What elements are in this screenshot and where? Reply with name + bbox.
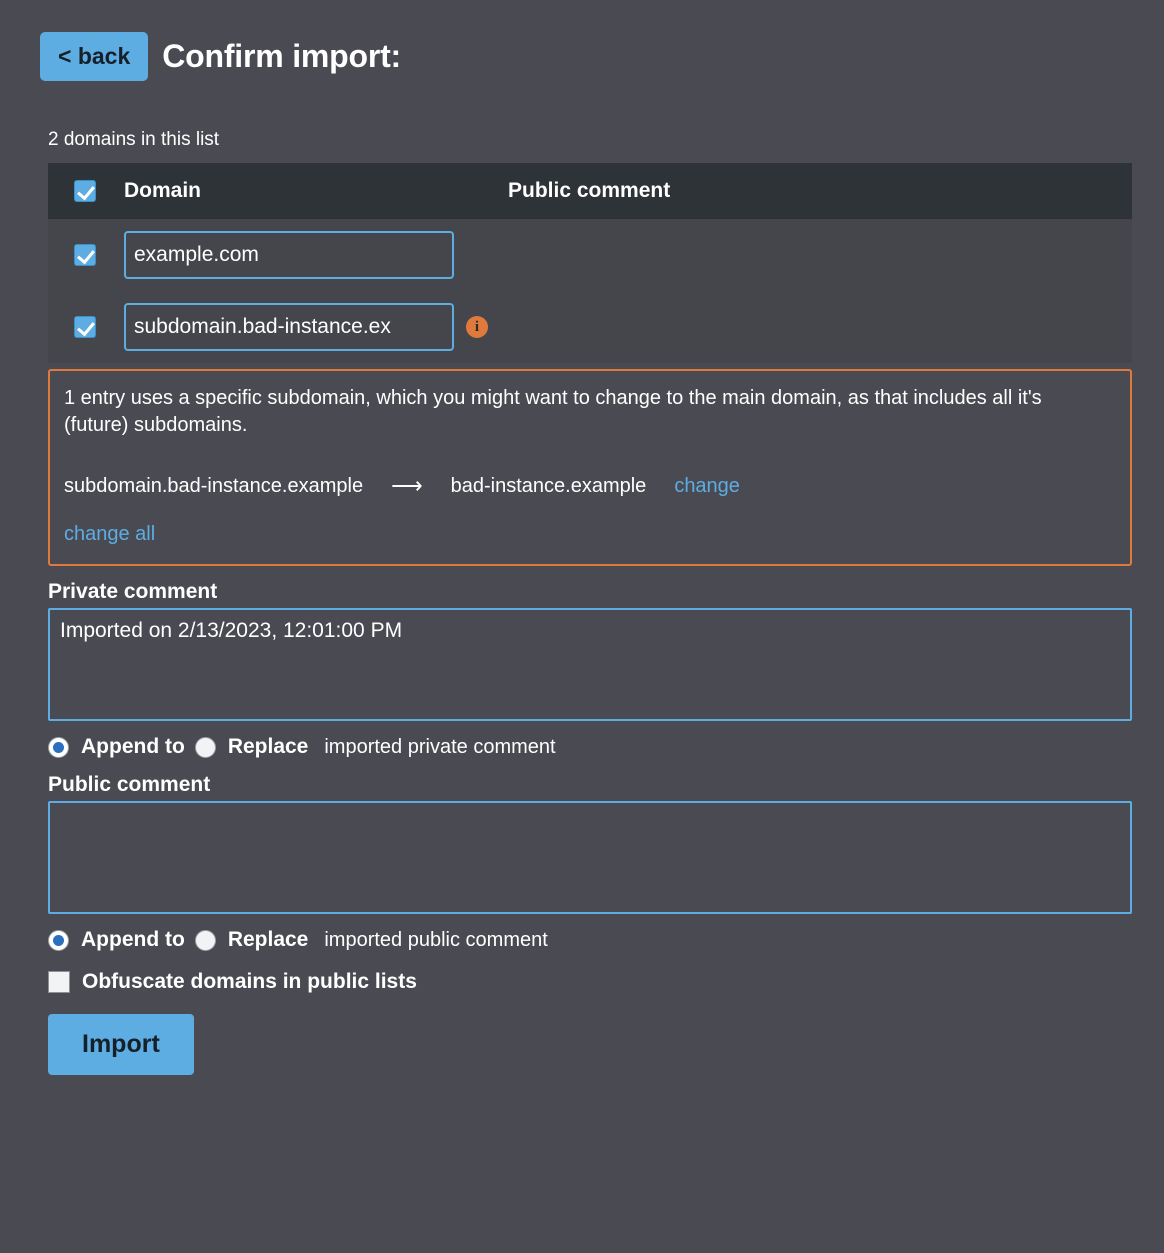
private-append-radio[interactable] — [48, 737, 69, 758]
row-domain-cell — [114, 219, 498, 291]
subdomain-mapping-row — [64, 473, 1116, 499]
private-append-label: Append to — [81, 735, 185, 758]
row-domain-cell — [114, 291, 498, 363]
change-all-link[interactable]: change all — [64, 523, 156, 545]
private-mode-suffix: imported private comment — [324, 735, 556, 758]
page-header — [40, 32, 1132, 81]
public-comment-textarea[interactable] — [48, 801, 1132, 914]
row-checkbox[interactable] — [74, 244, 96, 266]
import-button[interactable]: Import — [48, 1014, 194, 1075]
obfuscate-row — [48, 970, 1132, 994]
info-icon[interactable]: i — [466, 316, 488, 338]
public-replace-radio[interactable] — [195, 930, 216, 951]
mapping-to-domain: bad-instance.example — [450, 474, 647, 497]
private-comment-textarea[interactable] — [48, 608, 1132, 721]
arrow-right-icon: ⟶ — [391, 473, 423, 498]
subdomain-warning-panel — [48, 369, 1132, 566]
select-all-cell — [48, 163, 114, 219]
obfuscate-label: Obfuscate domains in public lists — [82, 970, 417, 993]
public-comment-label: Public comment — [48, 773, 211, 796]
table-header-row — [48, 163, 1132, 219]
column-header-public-comment: Public comment — [508, 179, 671, 202]
mapping-from-domain: subdomain.bad-instance.example — [64, 474, 364, 497]
column-header-domain: Domain — [124, 179, 202, 202]
public-mode-suffix: imported public comment — [324, 928, 548, 951]
public-comment-mode-group — [48, 928, 1132, 952]
row-select-cell — [48, 291, 114, 363]
select-all-checkbox[interactable] — [74, 180, 96, 202]
change-link[interactable]: change — [674, 474, 740, 497]
obfuscate-checkbox[interactable] — [48, 971, 70, 993]
row-public-comment-cell — [498, 291, 1132, 363]
domain-count-text: 2 domains in this list — [48, 129, 220, 150]
private-comment-mode-group — [48, 735, 1132, 759]
row-public-comment-cell — [498, 219, 1132, 291]
import-domains-table — [48, 163, 1132, 363]
table-row — [48, 219, 1132, 291]
domain-input[interactable] — [124, 303, 454, 351]
private-comment-label: Private comment — [48, 580, 218, 603]
public-replace-label: Replace — [227, 928, 309, 951]
public-append-label: Append to — [81, 928, 185, 951]
private-replace-radio[interactable] — [195, 737, 216, 758]
public-append-radio[interactable] — [48, 930, 69, 951]
page-title: Confirm import: — [162, 38, 402, 74]
domain-input[interactable] — [124, 231, 454, 279]
table-row — [48, 291, 1132, 363]
private-replace-label: Replace — [227, 735, 309, 758]
subdomain-warning-message: 1 entry uses a specific subdomain, which you might want to change to the main domain, as that includes all it's (future) subdomains. — [64, 387, 1042, 436]
row-checkbox[interactable] — [74, 316, 96, 338]
row-select-cell — [48, 219, 114, 291]
back-button[interactable]: < back — [40, 32, 148, 81]
